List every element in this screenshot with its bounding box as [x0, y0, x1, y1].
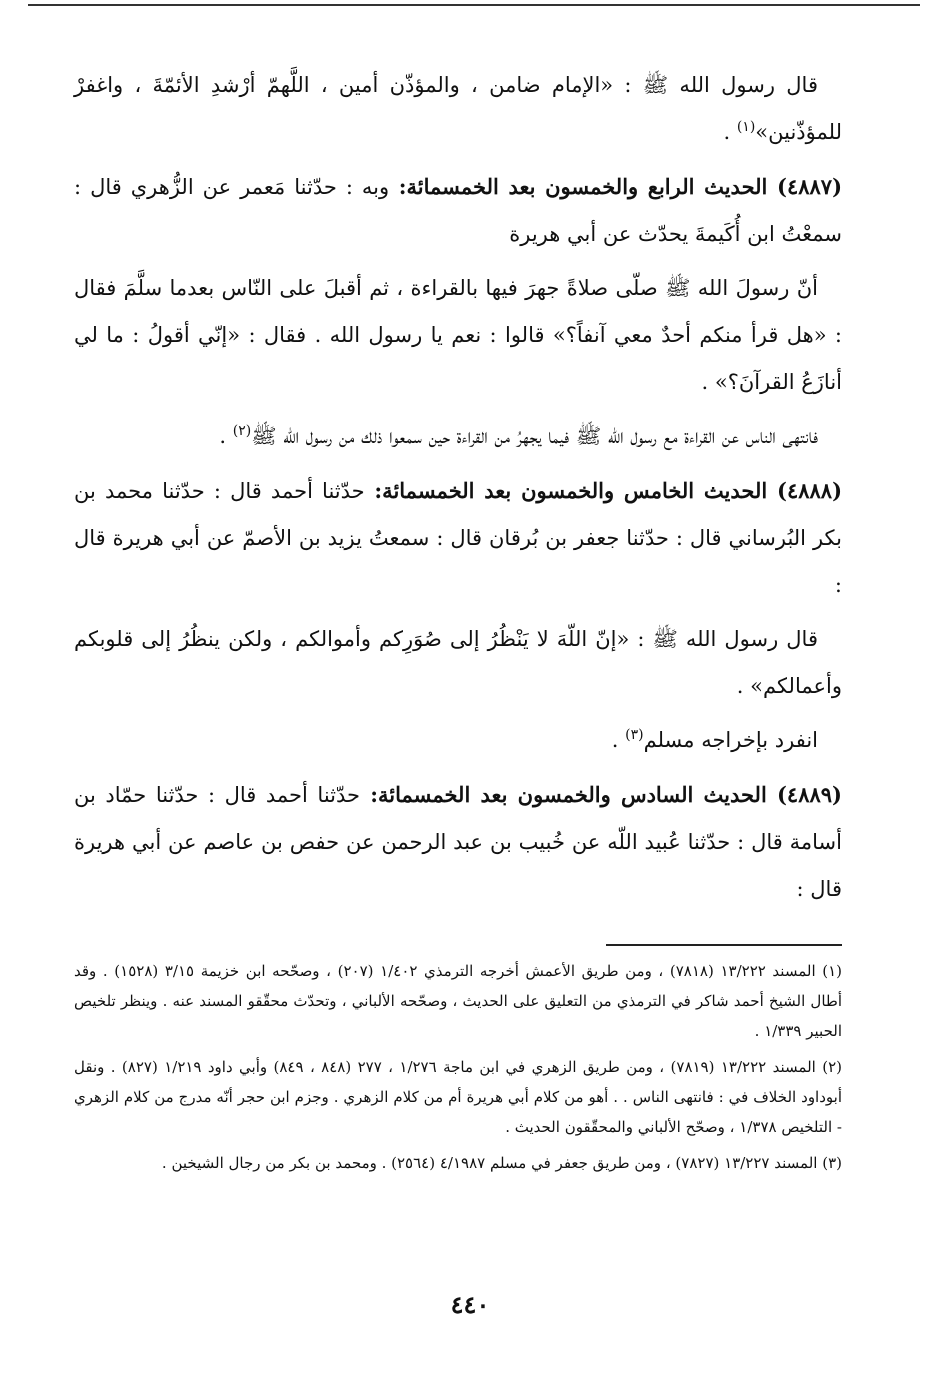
hadith-number: (٤٨٨٨): [777, 478, 842, 503]
footnote-3: [74, 1148, 842, 1178]
footnote-1: [74, 956, 842, 1046]
paragraph-text: قال رسول الله ﷺ : «الإمام ضامن ، والمؤذّن أمين ، اللَّهمّ أرْشدِ الأئمّةَ ، واغفرْ للمؤذّنين»: [74, 73, 842, 144]
hadith-4889: [74, 771, 842, 913]
footnote-2: [74, 1052, 842, 1142]
paragraph-allah-looks-at-hearts: [74, 616, 842, 710]
paragraph-text: فانتهى الناس عن القراءة مع رسول الله ﷺ فيما يجهرُ من القراءة حين سمعوا ذلك من رسول الله ﷺ: [251, 424, 818, 448]
hadith-chain: وبه : حدّثنا مَعمر عن الزُّهري قال : سمعْتُ ابن أُكَيمةَ يحدّث عن أبي هريرة: [74, 175, 842, 246]
footnote-text: المسند ١٣/٢٢٧ (٧٨٢٧) ، ومن طريق جعفر في مسلم ٤/١٩٨٧ (٢٥٦٤) . ومحمد بن بكر من رجال الشيخين .: [161, 1154, 823, 1172]
paragraph-text: قال رسول الله ﷺ : «إنّ اللّهَ لا يَنْظُرُ إلى صُوَرِكم وأموالكم ، ولكن ينظُرُ إلى قلوبكم وأعمالكم» .: [74, 627, 842, 698]
footnote-text: المسند ١٣/٢٢٢ (٧٨١٩) ، ومن طريق الزهري في ابن ماجة ١/٢٧٦ ، ٢٧٧ (٨٤٨ ، ٨٤٩) وأبي داود ١/٢١٩ (٨٢٧) . ونقل أبوداود الخلاف في : فانتهى الناس . . أهو من كلام أبي هريرة أم من كلام الزهري . وجزم ابن حجر أنّه مدرج من كلام الزهري - التلخيص ١/٣٧٨ ، وصحّح الألباني والمحقّقون الحديث .: [74, 1058, 842, 1136]
paragraph-muslim-only: [74, 717, 842, 764]
paragraph-end-mark: .: [611, 728, 626, 752]
paragraph-prophet-prayer: [74, 265, 842, 406]
hadith-4887: [74, 163, 842, 258]
top-border-rule: [28, 4, 920, 6]
footnote-number: (١): [822, 962, 843, 980]
footnotes-block: [74, 956, 842, 1184]
paragraph-text: انفرد بإخراجه مسلم: [643, 728, 818, 752]
hadith-number: (٤٨٨٩): [776, 782, 842, 807]
page-number: ٤٤٠: [450, 1290, 490, 1319]
hadith-number: (٤٨٨٧): [777, 174, 842, 199]
footnote-ref-2: (٢): [232, 423, 252, 439]
footnote-separator: [606, 944, 842, 946]
hadith-chain: حدّثنا أحمد قال : حدّثنا محمد بن بكر البُرساني قال : حدّثنا جعفر بن بُرقان قال : سمعتُ يزيد بن الأصمّ عن أبي هريرة قال :: [74, 479, 842, 597]
hadith-chain: حدّثنا أحمد قال : حدّثنا حمّاد بن أسامة قال : حدّثنا عُبيد اللّه عن خُبيب بن عبد الرحمن عن حفص بن عاصم عن أبي هريرة قال :: [74, 783, 842, 901]
footnote-text: المسند ١٣/٢٢٢ (٧٨١٨) ، ومن طريق الأعمش أخرجه الترمذي ١/٤٠٢ (٢٠٧) ، وصحّحه ابن خزيمة ٣/١٥ (١٥٢٨) . وقد أطال الشيخ أحمد شاكر في الترمذي من التعليق على الحديث ، وصحّحه الألباني ، وتحدّث محقّقو المسند عنه . وينظر تلخيص الحبير ١/٣٣٩ .: [74, 962, 843, 1040]
paragraph-prophet-saying-imam: [74, 62, 842, 156]
paragraph-end-mark: .: [219, 424, 233, 448]
hadith-heading: الحديث الرابع والخمسون بعد الخمسمائة:: [389, 174, 777, 199]
hadith-heading: الحديث السادس والخمسون بعد الخمسمائة:: [360, 782, 777, 807]
hadith-heading: الحديث الخامس والخمسون بعد الخمسمائة:: [364, 478, 777, 503]
footnote-number: (٣): [822, 1154, 842, 1172]
paragraph-people-stopped: [74, 413, 842, 460]
footnote-ref-3: (٣): [625, 727, 644, 743]
main-text-block: [74, 62, 842, 920]
footnote-number: (٢): [822, 1058, 842, 1076]
paragraph-text: أنّ رسولَ الله ﷺ صلّى صلاةً جهرَ فيها بالقراءة ، ثم أقبلَ على النّاس بعدما سلَّمَ فقال : «هل قرأ منكم أحدٌ معي آنفاً؟» قالوا : نعم يا رسول الله . فقال : «إنّي أقولُ : ما لي أنازَعُ القرآنَ؟» .: [74, 276, 842, 394]
paragraph-end-mark: .: [723, 120, 737, 144]
hadith-4888: [74, 467, 842, 609]
footnote-ref-1: (١): [736, 119, 756, 135]
